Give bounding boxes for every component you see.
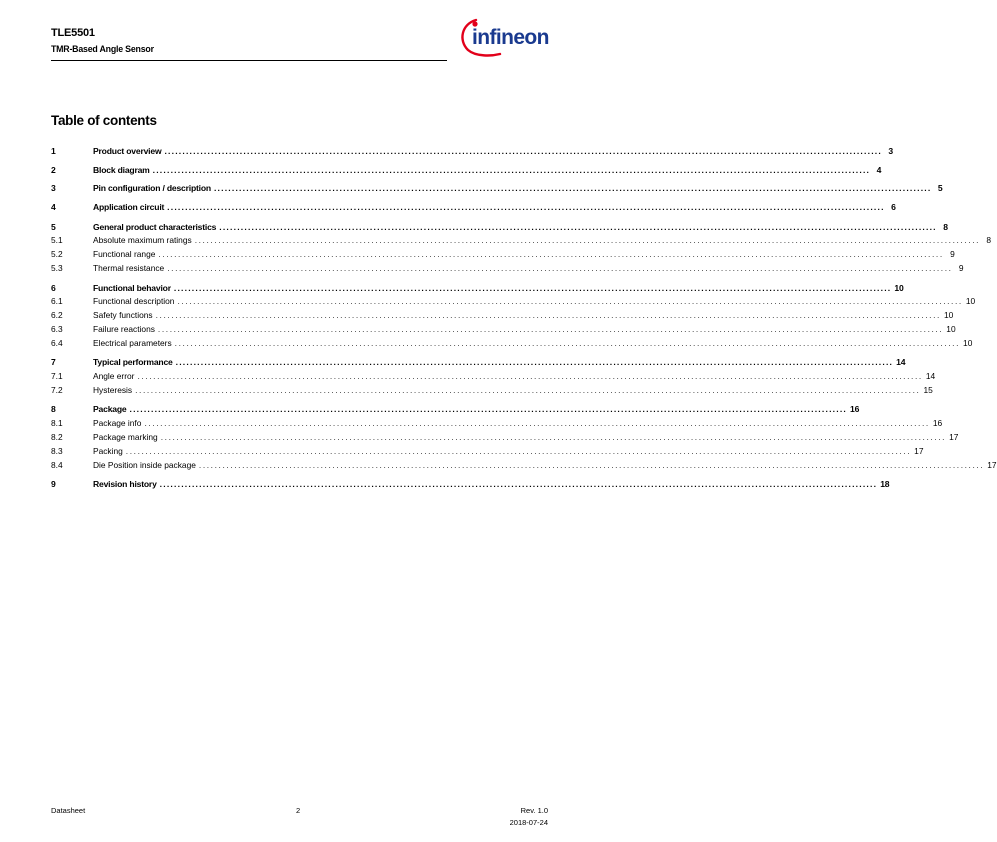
toc-entry-number: 7.1 bbox=[51, 371, 63, 381]
toc-entry[interactable] bbox=[51, 432, 959, 444]
toc-entry-number: 8.3 bbox=[51, 446, 63, 456]
toc-entry-title: Hysteresis bbox=[93, 385, 133, 395]
toc-entry[interactable] bbox=[51, 371, 936, 383]
toc-entry-page: 8 bbox=[943, 222, 948, 232]
toc-leader-dots: ........................................................................................................................................................................................................ bbox=[160, 432, 947, 442]
toc-entry-number: 7.2 bbox=[51, 385, 63, 395]
toc-entry[interactable] bbox=[51, 202, 896, 214]
toc-entry[interactable] bbox=[51, 310, 954, 322]
toc-entry-number: 8.1 bbox=[51, 418, 63, 428]
toc-leader-dots: ........................................................................................................................................................................................................ bbox=[175, 357, 894, 367]
toc-leader-dots: ........................................................................................................................................................................................................ bbox=[164, 146, 882, 156]
footer-date: 2018-07-24 bbox=[509, 818, 548, 827]
toc-entry[interactable] bbox=[51, 235, 992, 247]
toc-leader-dots: ........................................................................................................................................................................................................ bbox=[167, 263, 953, 273]
document-title: TLE5501 bbox=[51, 27, 95, 39]
footer-revision: Rev. 1.0 bbox=[520, 806, 548, 815]
toc-entry[interactable] bbox=[51, 357, 906, 369]
toc-leader-dots: ........................................................................................................................................................................................................ bbox=[152, 165, 871, 175]
toc-leader-dots: ........................................................................................................................................................................................................ bbox=[177, 296, 963, 306]
toc-entry-number: 5.3 bbox=[51, 263, 63, 273]
toc-entry[interactable] bbox=[51, 165, 882, 177]
toc-entry-page: 10 bbox=[894, 283, 904, 293]
toc-entry-number: 8.4 bbox=[51, 460, 63, 470]
toc-entry[interactable] bbox=[51, 479, 890, 491]
toc-leader-dots: ........................................................................................................................................................................................................ bbox=[158, 249, 944, 259]
header-rule bbox=[51, 60, 447, 61]
toc-entry[interactable] bbox=[51, 222, 948, 234]
toc-entry-page: 18 bbox=[880, 479, 890, 489]
toc-leader-dots: ........................................................................................................................................................................................................ bbox=[219, 222, 937, 232]
toc-leader-dots: ........................................................................................................................................................................................................ bbox=[174, 338, 961, 348]
toc-entry-number: 5.1 bbox=[51, 235, 63, 245]
toc-entry-number: 6.1 bbox=[51, 296, 63, 306]
toc-entry-number: 5.2 bbox=[51, 249, 63, 259]
toc-entry-page: 17 bbox=[914, 446, 924, 456]
toc-entry[interactable] bbox=[51, 385, 933, 397]
toc-leader-dots: ........................................................................................................................................................................................................ bbox=[155, 310, 941, 320]
toc-leader-dots: ........................................................................................................................................................................................................ bbox=[135, 385, 921, 395]
toc-leader-dots: ........................................................................................................................................................................................................ bbox=[198, 460, 985, 470]
toc-leader-dots: ........................................................................................................................................................................................................ bbox=[159, 479, 878, 489]
toc-entry[interactable] bbox=[51, 338, 973, 350]
infineon-logo bbox=[456, 14, 568, 58]
toc-entry[interactable] bbox=[51, 146, 893, 158]
toc-entry-number: 6.2 bbox=[51, 310, 63, 320]
footer-doc-type: Datasheet bbox=[51, 806, 86, 815]
toc-entry[interactable] bbox=[51, 404, 860, 416]
toc-leader-dots: ........................................................................................................................................................................................................ bbox=[213, 183, 932, 193]
toc-entry-title: Package bbox=[93, 404, 127, 414]
toc-entry-title: General product characteristics bbox=[93, 222, 217, 232]
footer-page-number: 2 bbox=[296, 806, 301, 815]
toc-entry-number: 8 bbox=[51, 404, 56, 414]
toc-entry-number: 9 bbox=[51, 479, 56, 489]
toc-entry-title: Typical performance bbox=[93, 357, 173, 367]
toc-entry-page: 10 bbox=[963, 338, 973, 348]
toc-leader-dots: ........................................................................................................................................................................................................ bbox=[125, 446, 912, 456]
toc-entry-title: Functional behavior bbox=[93, 283, 171, 293]
toc-entry-title: Absolute maximum ratings bbox=[93, 235, 192, 245]
toc-entry-number: 3 bbox=[51, 183, 56, 193]
toc-entry-page: 16 bbox=[850, 404, 860, 414]
toc-leader-dots: ........................................................................................................................................................................................................ bbox=[129, 404, 848, 414]
toc-entry-title: Angle error bbox=[93, 371, 135, 381]
toc-entry-number: 7 bbox=[51, 357, 56, 367]
toc-entry-page: 14 bbox=[925, 371, 936, 381]
toc-leader-dots: ........................................................................................................................................................................................................ bbox=[157, 324, 944, 334]
toc-entry[interactable] bbox=[51, 183, 943, 195]
toc-entry-number: 8.2 bbox=[51, 432, 63, 442]
toc-leader-dots: ........................................................................................................................................................................................................ bbox=[173, 283, 892, 293]
toc-entry-title: Thermal resistance bbox=[93, 263, 165, 273]
toc-entry-page: 4 bbox=[876, 165, 882, 175]
toc-leader-dots: ........................................................................................................................................................................................................ bbox=[137, 371, 923, 381]
toc-leader-dots: ........................................................................................................................................................................................................ bbox=[144, 418, 930, 428]
toc-entry-title: Revision history bbox=[93, 479, 157, 489]
toc-entry-page: 16 bbox=[932, 418, 943, 428]
toc-entry-title: Package info bbox=[93, 418, 142, 428]
toc-entry-page: 15 bbox=[923, 385, 933, 395]
toc-entry-number: 2 bbox=[51, 165, 56, 175]
toc-entry-page: 5 bbox=[937, 183, 943, 193]
toc-entry-page: 8 bbox=[986, 235, 992, 245]
toc-leader-dots: ........................................................................................................................................................................................................ bbox=[167, 202, 885, 212]
toc-entry-number: 5 bbox=[51, 222, 56, 232]
toc-entry-title: Application circuit bbox=[93, 202, 165, 212]
toc-entry[interactable] bbox=[51, 296, 976, 308]
toc-entry-title: Electrical parameters bbox=[93, 338, 172, 348]
toc-entry-page: 10 bbox=[965, 296, 976, 306]
document-subtitle: TMR-Based Angle Sensor bbox=[51, 44, 154, 54]
toc-entry-title: Die Position inside package bbox=[93, 460, 196, 470]
toc-entry-number: 6.4 bbox=[51, 338, 63, 348]
toc-entry-page: 9 bbox=[958, 263, 964, 273]
toc-entry-title: Safety functions bbox=[93, 310, 153, 320]
toc-entry-number: 6 bbox=[51, 283, 56, 293]
toc-entry-page: 3 bbox=[888, 146, 893, 156]
toc-entry-title: Pin configuration / description bbox=[93, 183, 211, 193]
toc-entry[interactable] bbox=[51, 460, 997, 472]
toc-entry-page: 17 bbox=[987, 460, 997, 470]
toc-entry-number: 1 bbox=[51, 146, 56, 156]
toc-entry[interactable] bbox=[51, 249, 955, 261]
toc-entry-number: 4 bbox=[51, 202, 56, 212]
toc-entry-title: Failure reactions bbox=[93, 324, 155, 334]
toc-entry-number: 6.3 bbox=[51, 324, 63, 334]
toc-entry-title: Packing bbox=[93, 446, 123, 456]
toc-entry-title: Package marking bbox=[93, 432, 158, 442]
toc-entry-title: Functional description bbox=[93, 296, 175, 306]
toc-heading: Table of contents bbox=[51, 113, 157, 128]
toc-entry-page: 10 bbox=[943, 310, 954, 320]
toc-entry-page: 9 bbox=[950, 249, 955, 259]
toc-entry-title: Block diagram bbox=[93, 165, 150, 175]
toc-entry[interactable] bbox=[51, 324, 956, 336]
toc-entry-title: Product overview bbox=[93, 146, 162, 156]
toc-entry-page: 6 bbox=[891, 202, 896, 212]
toc-leader-dots: ........................................................................................................................................................................................................ bbox=[194, 235, 981, 245]
toc-entry[interactable] bbox=[51, 283, 904, 295]
toc-entry[interactable] bbox=[51, 263, 964, 275]
toc-entry-page: 14 bbox=[896, 357, 906, 367]
toc-entry[interactable] bbox=[51, 446, 924, 458]
toc-entry-page: 17 bbox=[949, 432, 959, 442]
logo-text: infineon bbox=[472, 26, 549, 49]
toc-entry[interactable] bbox=[51, 418, 943, 430]
toc-entry-page: 10 bbox=[946, 324, 956, 334]
toc-entry-title: Functional range bbox=[93, 249, 156, 259]
